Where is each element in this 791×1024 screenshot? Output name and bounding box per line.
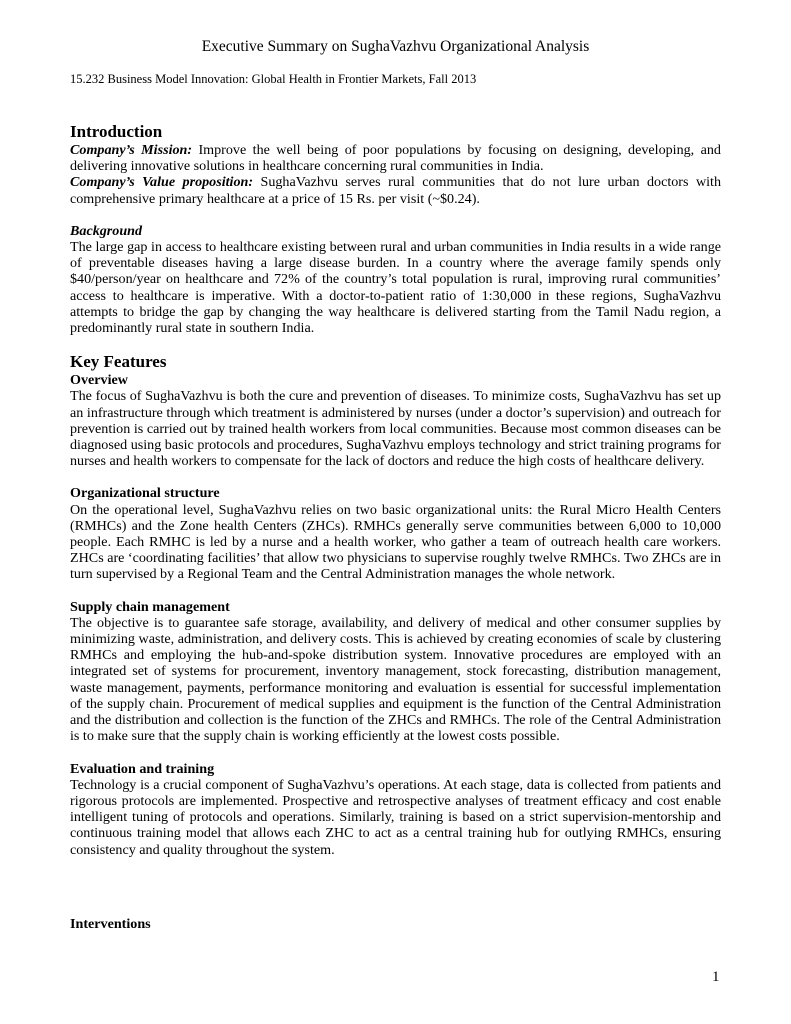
document-title: Executive Summary on SughaVazhvu Organizational Analysis (201, 38, 590, 55)
document-body (70, 122, 721, 932)
overview-paragraph: The focus of SughaVazhvu is both the cure and prevention of diseases. To minimize costs, SughaVazhvu has set up an infrastructure through which treatment is administered by nurses (under a doctor’s supervision) and outreach for prevention is carried out by trained health workers from local communities. Because most common diseases can be diagnosed using basic protocols and procedures, SughaVazhvu employs technology and strict training programs for nurses and health workers to compensate for the lack of doctors and reduce the high costs of healthcare delivery. (70, 388, 721, 470)
mission-text: Improve the well being of poor populations by focusing on designing, developing, and delivering innovative solutions in healthcare concerning rural communities in India. (70, 142, 721, 175)
background-heading: Background (70, 222, 143, 239)
evaluation-training-heading: Evaluation and training (70, 760, 215, 777)
mission-label: Company’s Mission: (70, 142, 193, 158)
page-number: 1 (712, 969, 720, 985)
introduction-heading: Introduction (70, 122, 163, 141)
supply-chain-heading: Supply chain management (70, 598, 230, 615)
course-subtitle: 15.232 Business Model Innovation: Global Health in Frontier Markets, Fall 2013 (70, 72, 477, 86)
organizational-structure-paragraph: On the operational level, SughaVazhvu relies on two basic organizational units: the Rural Micro Health Centers (RMHCs) and the Zone health Centers (ZHCs). RMHCs generally serve communities between 6,000 to 10,000 people. Each RMHC is led by a nurse and a health worker, who gather a team of outreach health care workers. ZHCs are ‘coordinating facilities’ that allow two physicians to supervise roughly twelve RMHCs. Two ZHCs are in turn supervised by a Regional Team and the Central Administration manages the whole network. (70, 501, 721, 583)
value-proposition-label: Company’s Value proposition: (70, 174, 254, 191)
organizational-structure-heading: Organizational structure (70, 485, 220, 502)
mission-paragraph (70, 142, 721, 174)
overview-heading: Overview (70, 372, 128, 389)
value-proposition-text: SughaVazhvu serves rural communities that do not lure urban doctors with comprehensive primary healthcare at a price of 15 Rs. per visit (~$0.24). (70, 174, 721, 207)
value-proposition-paragraph (70, 174, 721, 206)
interventions-heading: Interventions (70, 915, 151, 932)
evaluation-training-paragraph: Technology is a crucial component of SughaVazhvu’s operations. At each stage, data is collected from patients and rigorous protocols are implemented. Prospective and retrospective analyses of treatment efficacy and cost enable intelligent tuning of protocols and operations. Similarly, training is based on a strict supervision-mentorship and continuous training model that allows each ZHC to act as a central training hub for outlying RMHCs, ensuring consistency and quality throughout the system. (70, 776, 721, 858)
supply-chain-paragraph: The objective is to guarantee safe storage, availability, and delivery of medical and other consumer supplies by minimizing waste, administration, and delivery costs. This is achieved by creating economies of scale by clustering RMHCs and employing the hub-and-spoke distribution system. Innovative procedures are employed with an integrated set of systems for procurement, inventory management, stock forecasting, distribution management, waste management, payments, performance monitoring and evaluation is essential for successful implementation of the supply chain. Procurement of medical supplies and equipment is the function of the Central Administration and the distribution and collection is the function of the ZHCs and RMHCs. The role of the Central Administration is to make sure that the supply chain is working efficiently at the lowest costs possible. (70, 614, 721, 745)
key-features-heading: Key Features (70, 352, 167, 372)
background-paragraph: The large gap in access to healthcare existing between rural and urban communities in India results in a wide range of preventable diseases having a large disease burden. In a country where the average family spends only $40/person/year on healthcare and 72% of the country’s total population is rural, improving rural communities’ access to healthcare is imperative. With a doctor-to-patient ratio of 1:30,000 in these regions, SughaVazhvu attempts to bridge the gap by changing the way healthcare is delivered starting from the Tamil Nadu region, a predominantly rural state in southern India. (70, 239, 721, 337)
